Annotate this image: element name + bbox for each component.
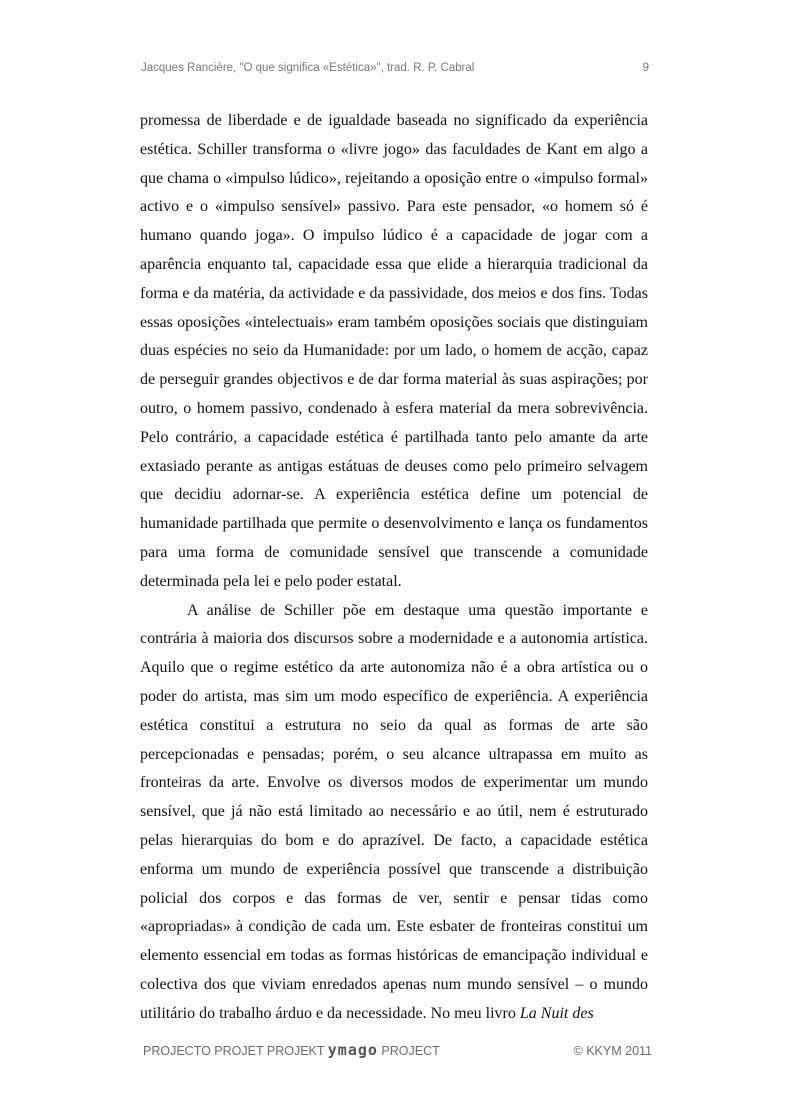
book-title: La Nuit des bbox=[519, 1004, 594, 1022]
paragraph-1: promessa de liberdade e de igualdade baseada no significado da experiência estética. Schiller transforma o «livre jogo» das faculdades de Kant em algo a que chama o «impulso lúdico», rejeitando a oposição entre o «impulso formal» activo e o «impulso sensível» passivo. Para este pensador, «o homem só é humano quando joga». O impulso lúdico é a capacidade de jogar com a aparência enquanto tal, capacidade essa que elide a hierarquia tradicional da forma e da matéria, da actividade e da passividade, dos meios e dos fins. Todas essas oposições «intelectuais» eram também oposições sociais que distinguiam duas espécies no seio da Humanidade: por um lado, o homem de acção, capaz de perseguir grandes objectivos e de dar forma material às suas aspirações; por outro, o homem passivo, condenado à esfera material da mera sobrevivência. Pelo contrário, a capacidade estética é partilhada tanto pelo amante da arte extasiado perante as antigas estátuas de deuses como pelo primeiro selvagem que decidiu adornar-se. A experiência estética define um potencial de humanidade partilhada que permite o desenvolvimento e lança os fundamentos para uma forma de comunidade sensível que transcende a comunidade determinada pela lei e pelo poder estatal. bbox=[140, 112, 648, 590]
page-footer bbox=[143, 1041, 652, 1059]
project-suffix: PROJECT bbox=[377, 1044, 440, 1058]
paragraph-2 bbox=[140, 597, 648, 1029]
main-text bbox=[140, 107, 648, 1029]
running-title: Jacques Rancière, "O que significa «Estética»", trad. R. P. Cabral bbox=[141, 62, 475, 74]
page-header bbox=[141, 62, 649, 74]
copyright: © KKYM 2011 bbox=[573, 1044, 652, 1058]
page-number: 9 bbox=[642, 62, 649, 74]
project-line bbox=[143, 1041, 440, 1059]
project-prefix: PROJECTO PROJET PROJEKT bbox=[143, 1044, 328, 1058]
paragraph-2-text: A análise de Schiller põe em destaque uma questão importante e contrária à maioria dos discursos sobre a modernidade e a autonomia artística. Aquilo que o regime estético da arte autonomiza não é a obra artística ou o poder do artista, mas sim um modo específico de experiência. A experiência estética constitui a estrutura no seio da qual as formas de arte são percepcionadas e pensadas; porém, o seu alcance ultrapassa em muito as fronteiras da arte. Envolve os diversos modos de experimentar um mundo sensível, que já não está limitado ao necessário e ao útil, nem é estruturado pelas hierarquias do bom e do aprazível. De facto, a capacidade estética enforma um mundo de experiência possível que transcende a distribuição policial dos corpos e das formas de ver, sentir e pensar tidas como «apropriadas» à condição de cada um. Este esbater de fronteiras constitui um elemento essencial em todas as formas históricas de emancipação individual e colectiva dos que viviam enredados apenas num mundo sensível – o mundo utilitário do trabalho árduo e da necessidade. No meu livro bbox=[140, 601, 648, 1022]
ymago-logo: ymago bbox=[327, 1041, 378, 1059]
